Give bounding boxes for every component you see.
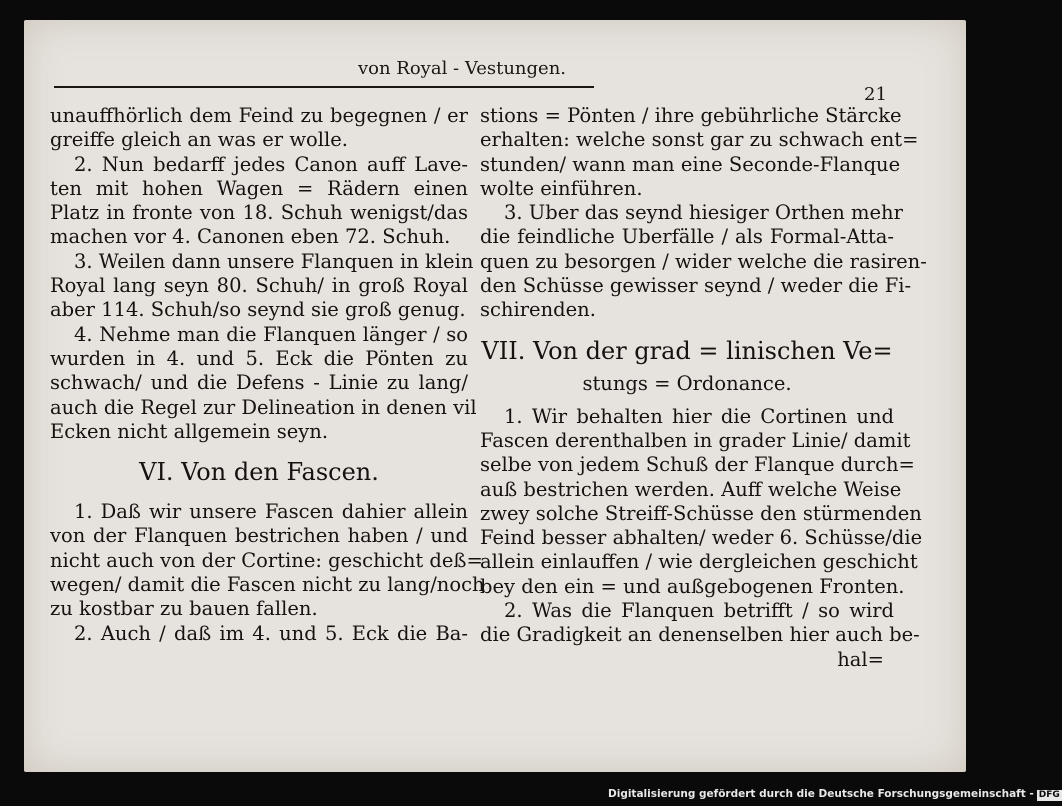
text-line: machen vor 4. Canonen eben 72. Schuh.	[50, 225, 451, 249]
section-heading-vii-continued: stungs = Ordonance.	[582, 371, 792, 395]
text-line: den Schüsse gewisser seynd / weder die Fi-	[480, 274, 912, 298]
page-number: 21	[864, 84, 887, 105]
text-line: zu kostbar zu bauen fallen.	[50, 597, 318, 621]
text-line: Feind besser abhalten/ weder 6. Schüsse/die	[480, 526, 923, 550]
text-line: 3. Weilen dann unsere Flanquen in klein	[74, 249, 474, 273]
credit-text: Digitalisierung gefördert durch die Deutsche Forschungsgemeinschaft -	[608, 788, 1034, 800]
text-line: auch die Regel zur Delineation in denen vil	[50, 395, 477, 419]
text-line: aber 114. Schuh/so seynd sie groß genug.	[50, 298, 466, 322]
right-column	[480, 104, 927, 672]
running-head: von Royal - Vestungen.	[357, 58, 567, 79]
section-heading-vii: VII. Von der grad = linischen Ve=	[481, 336, 893, 365]
text-line: allein einlauffen / wie dergleichen geschicht	[480, 550, 918, 574]
text-line: selbe von jedem Schuß der Flanque durch=	[480, 453, 915, 477]
text-line: schirenden.	[480, 298, 596, 322]
text-line: zwey solche Streiff-Schüsse den stürmenden	[480, 501, 922, 525]
text-line: unauffhörlich dem Feind zu begegnen / er	[50, 104, 468, 127]
text-line: auß bestrichen werden. Auff welche Weise	[480, 477, 902, 501]
text-line: stunden/ wann man eine Seconde-Flanque	[480, 152, 901, 176]
text-line: erhalten: welche sonst gar zu schwach ent=	[480, 128, 919, 152]
text-line: von der Flanquen bestrichen haben / und	[50, 524, 468, 548]
text-line: quen zu besorgen / wider welche die rasiren-	[480, 249, 927, 273]
text-line: 2. Nun bedarff jedes Canon auff Lave-	[74, 152, 468, 176]
text-line: 1. Daß wir unsere Fascen dahier allein	[74, 500, 468, 524]
text-line: 3. Uber das seynd hiesiger Orthen mehr	[504, 201, 903, 225]
text-line: Royal lang seyn 80. Schuh/ in groß Royal	[50, 274, 468, 298]
digitization-credit	[608, 788, 1062, 801]
section-heading-vi: VI. Von den Fascen.	[139, 458, 379, 487]
text-line: nicht auch von der Cortine: geschicht deß=	[50, 548, 483, 572]
text-line: Platz in fronte von 18. Schuh wenigst/das	[50, 201, 468, 225]
text-line: 2. Auch / daß im 4. und 5. Eck die Ba-	[74, 621, 468, 645]
text-line: 2. Was die Flanquen betrifft / so wird	[504, 599, 894, 623]
text-line: greiffe gleich an was er wolle.	[50, 128, 348, 152]
text-line: 4. Nehme man die Flanquen länger / so	[74, 322, 468, 346]
text-line: ten mit hohen Wagen = Rädern einen	[50, 176, 468, 200]
text-line: 1. Wir behalten hier die Cortinen und	[504, 404, 894, 428]
text-line: die feindliche Uberfälle / als Formal-Atta-	[480, 225, 894, 249]
dfg-logo: DFG	[1038, 790, 1060, 800]
text-line: wolte einführen.	[480, 176, 643, 200]
text-line: die Gradigkeit an denenselben hier auch be-	[480, 623, 920, 647]
text-line: Fascen derenthalben in grader Linie/ damit	[480, 428, 911, 452]
text-line: wegen/ damit die Fascen nicht zu lang/noch	[50, 573, 485, 597]
text-line: schwach/ und die Defens - Linie zu lang/	[50, 371, 468, 395]
text-line: stions = Pönten / ihre gebührliche Stärcke	[480, 104, 902, 127]
text-line: bey den ein = und außgebogenen Fronten.	[480, 574, 905, 598]
text-line: wurden in 4. und 5. Eck die Pönten zu	[50, 346, 468, 370]
left-column	[50, 104, 485, 646]
text-line: Ecken nicht allgemein seyn.	[50, 419, 329, 443]
header-rule	[54, 86, 594, 88]
catchword: hal=	[837, 647, 884, 671]
